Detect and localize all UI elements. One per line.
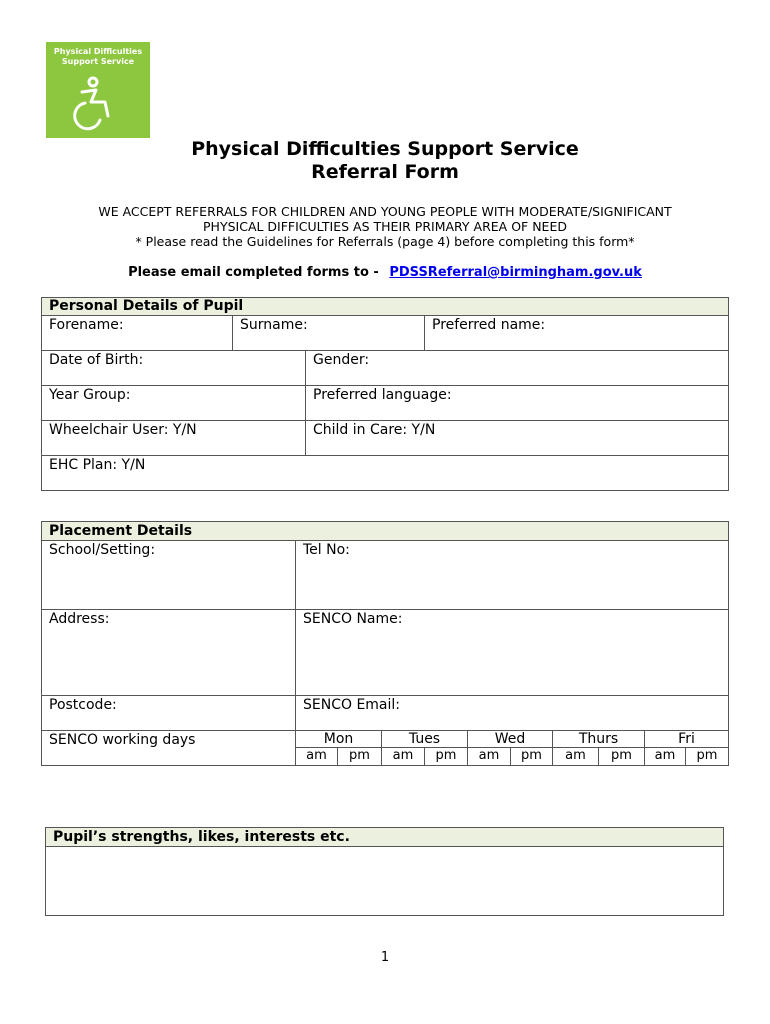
thurs-am-checkbox[interactable]: am bbox=[553, 748, 599, 765]
title-line2: Referral Form bbox=[311, 161, 459, 183]
child-in-care-field[interactable]: Child in Care: Y/N bbox=[306, 421, 728, 456]
day-thurs: Thurs bbox=[553, 731, 645, 748]
working-days-grid bbox=[296, 731, 728, 765]
strengths-header: Pupil’s strengths, likes, interests etc. bbox=[46, 828, 723, 847]
wed-pm-checkbox[interactable]: pm bbox=[511, 748, 553, 765]
preferred-language-field[interactable]: Preferred language: bbox=[306, 386, 728, 421]
notice-line2: PHYSICAL DIFFICULTIES AS THEIR PRIMARY AREA OF NEED bbox=[203, 219, 567, 234]
senco-email-field[interactable]: SENCO Email: bbox=[296, 696, 728, 731]
page-title bbox=[0, 138, 770, 184]
day-tues: Tues bbox=[382, 731, 468, 748]
year-group-field[interactable]: Year Group: bbox=[42, 386, 306, 421]
strengths-table bbox=[45, 827, 724, 916]
logo-text-line1: Physical Difficulties bbox=[53, 47, 143, 56]
service-logo bbox=[46, 42, 150, 138]
tues-pm-checkbox[interactable]: pm bbox=[425, 748, 468, 765]
gender-field[interactable]: Gender: bbox=[306, 351, 728, 386]
wheelchair-icon bbox=[72, 76, 124, 132]
day-wed: Wed bbox=[468, 731, 553, 748]
wed-am-checkbox[interactable]: am bbox=[468, 748, 511, 765]
notice-line3: * Please read the Guidelines for Referrals (page 4) before completing this form* bbox=[135, 234, 635, 249]
fri-pm-checkbox[interactable]: pm bbox=[696, 748, 718, 763]
surname-field[interactable]: Surname: bbox=[233, 316, 425, 351]
wheelchair-user-field[interactable]: Wheelchair User: Y/N bbox=[42, 421, 306, 456]
personal-details-table bbox=[41, 297, 729, 491]
senco-name-field[interactable]: SENCO Name: bbox=[296, 610, 728, 696]
logo-text-line2: Support Service bbox=[61, 57, 135, 66]
notice-line1: WE ACCEPT REFERRALS FOR CHILDREN AND YOUNG PEOPLE WITH MODERATE/SIGNIFICANT bbox=[98, 204, 672, 219]
fri-am-checkbox[interactable]: am bbox=[645, 748, 686, 765]
thurs-pm-checkbox[interactable]: pm bbox=[599, 748, 645, 765]
day-mon: Mon bbox=[296, 731, 382, 748]
placement-details-table bbox=[41, 521, 729, 766]
mon-am-checkbox[interactable]: am bbox=[296, 748, 338, 765]
day-fri: Fri bbox=[645, 731, 728, 748]
school-setting-field[interactable]: School/Setting: bbox=[42, 541, 296, 610]
email-prefix: Please email completed forms to - bbox=[128, 265, 379, 280]
forename-field[interactable]: Forename: bbox=[42, 316, 233, 351]
address-field[interactable]: Address: bbox=[42, 610, 296, 696]
title-line1: Physical Difficulties Support Service bbox=[191, 138, 579, 160]
strengths-input-area[interactable] bbox=[46, 847, 723, 915]
personal-details-header: Personal Details of Pupil bbox=[42, 298, 728, 316]
referral-email-link[interactable]: PDSSReferral@birmingham.gov.uk bbox=[389, 265, 642, 280]
referral-notice bbox=[0, 204, 770, 249]
placement-details-header: Placement Details bbox=[42, 522, 728, 541]
dob-field[interactable]: Date of Birth: bbox=[42, 351, 306, 386]
ehc-plan-field[interactable]: EHC Plan: Y/N bbox=[49, 457, 146, 473]
preferred-name-field[interactable]: Preferred name: bbox=[425, 316, 728, 351]
logo-text bbox=[46, 47, 150, 67]
postcode-field[interactable]: Postcode: bbox=[42, 696, 296, 731]
mon-pm-checkbox[interactable]: pm bbox=[338, 748, 382, 765]
tues-am-checkbox[interactable]: am bbox=[382, 748, 425, 765]
page-number: 1 bbox=[380, 950, 390, 965]
senco-working-days-label: SENCO working days bbox=[42, 731, 296, 765]
tel-no-field[interactable]: Tel No: bbox=[296, 541, 728, 610]
email-instruction bbox=[0, 265, 770, 280]
